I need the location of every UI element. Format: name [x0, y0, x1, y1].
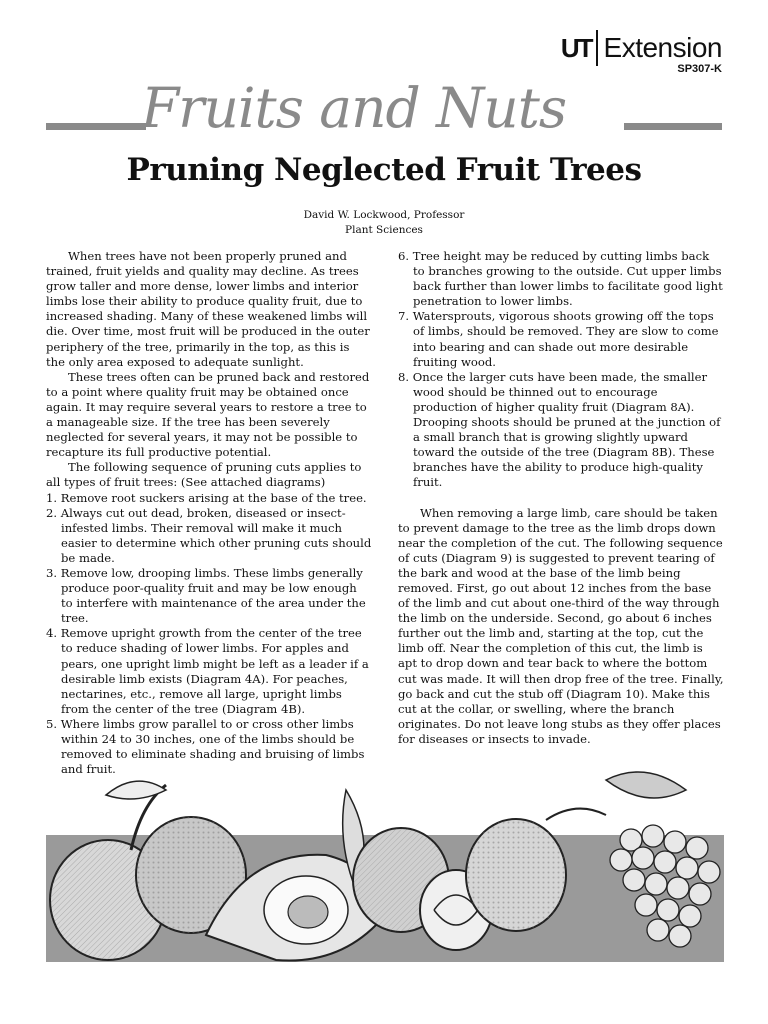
page-title: Pruning Neglected Fruit Trees [126, 152, 642, 188]
author-dept: Plant Sciences [345, 224, 423, 236]
logo-ut: UT [560, 32, 592, 63]
series-title: Fruits and Nuts [141, 76, 567, 140]
leaf [106, 781, 166, 799]
leaf [606, 772, 686, 798]
ut-extension-logo [561, 30, 722, 66]
spacer [398, 491, 724, 506]
series-banner [46, 76, 722, 138]
right-column [398, 249, 724, 747]
paragraph: When trees have not been properly pruned and trained, fruit yields and quality may decline. As trees grow taller and more dense, lower limbs and interior limbs lose their ability to produce quality fruit, due to increased shading. Many of these weakened limbs will die. Over time, most fruit will be produced in the outer periphery of the tree, primarily in the top, as this is the only area exposed to adequate sunlight. [46, 249, 370, 369]
banner-rule-right [624, 123, 722, 130]
left-column [46, 249, 372, 777]
peach-pit [288, 896, 328, 928]
fruit-illustration [46, 760, 724, 962]
list-item: 2. Always cut out dead, broken, diseased or insect-infested limbs. Their removal will make it much easier to determine which other pruning cuts should be made. [46, 505, 372, 565]
paragraph: The following sequence of pruning cuts applies to all types of fruit trees: (See attached diagrams) [46, 460, 362, 490]
publication-code: SP307-K [677, 63, 722, 75]
list-item: 1. Remove root suckers arising at the base of the tree. [46, 490, 367, 505]
list-item: 4. Remove upright growth from the center of the tree to reduce shading of lower limbs. For apples and pears, one upright limb might be left as a leader if a desirable limb exists (Diagram 4A). For peaches, nectarines, etc., remove all large, upright limbs from the center of the tree (Diagram 4B). [46, 626, 369, 716]
logo-divider [596, 30, 598, 66]
byline [0, 208, 768, 238]
list-item: 6. Tree height may be reduced by cutting limbs back to branches growing to the outside. Cut upper limbs back further than lower limbs to facilitate good light penetration to lower limbs. [398, 249, 723, 309]
logo-extension: Extension [603, 32, 722, 63]
list-item: 3. Remove low, drooping limbs. These limbs generally produce poor-quality fruit and may be low enough to interfere with maintenance of the area under the tree. [46, 565, 366, 626]
banner-rule-left [46, 123, 146, 130]
list-item: 8. Once the larger cuts have been made, the smaller wood should be thinned out to encourage production of higher quality fruit (Diagram 8A). Drooping shoots should be pruned at the junction of a small branch that is growing slightly upward toward the outside of the tree (Diagram 8B). These branches have the ability to produce high-quality fruit. [398, 369, 721, 490]
author-name: David W. Lockwood, Professor [303, 209, 465, 221]
paragraph: When removing a large limb, care should be taken to prevent damage to the tree as the limb drops down near the completion of the cut. The following sequence of cuts (Diagram 9) is suggested to prevent tearing of the bark and wood at the base of the limb being removed. First, go out about 12 inches from the base of the limb and cut about one-third of the way through the limb on the underside. Second, go about 6 inches further out the limb and, starting at the top, cut the limb off. Near the completion of this cut, the limb is apt to drop down and tear back to where the bottom cut was made. It will then drop free of the tree. Finally, go back and cut the stub off (Diagram 10). Make this cut at the collar, or swelling, where the branch originates. Do not leave long stubs as they offer places for diseases or insects to invade. [398, 505, 724, 746]
list-item: 5. Where limbs grow parallel to or cross other limbs within 24 to 30 inches, one of the limbs should be removed to eliminate shading and bruising of limbs and fruit. [46, 716, 365, 777]
paragraph: These trees often can be pruned back and restored to a point where quality fruit may be obtained once again. It may require several years to restore a tree to a manageable size. If the tree has been severely neglected for several years, it may not be possible to recapture its full productive potential. [46, 369, 370, 460]
list-item: 7. Watersprouts, vigorous shoots growing off the tops of limbs, should be removed. They are slow to come into bearing and can shade out more desirable fruiting wood. [398, 309, 719, 369]
